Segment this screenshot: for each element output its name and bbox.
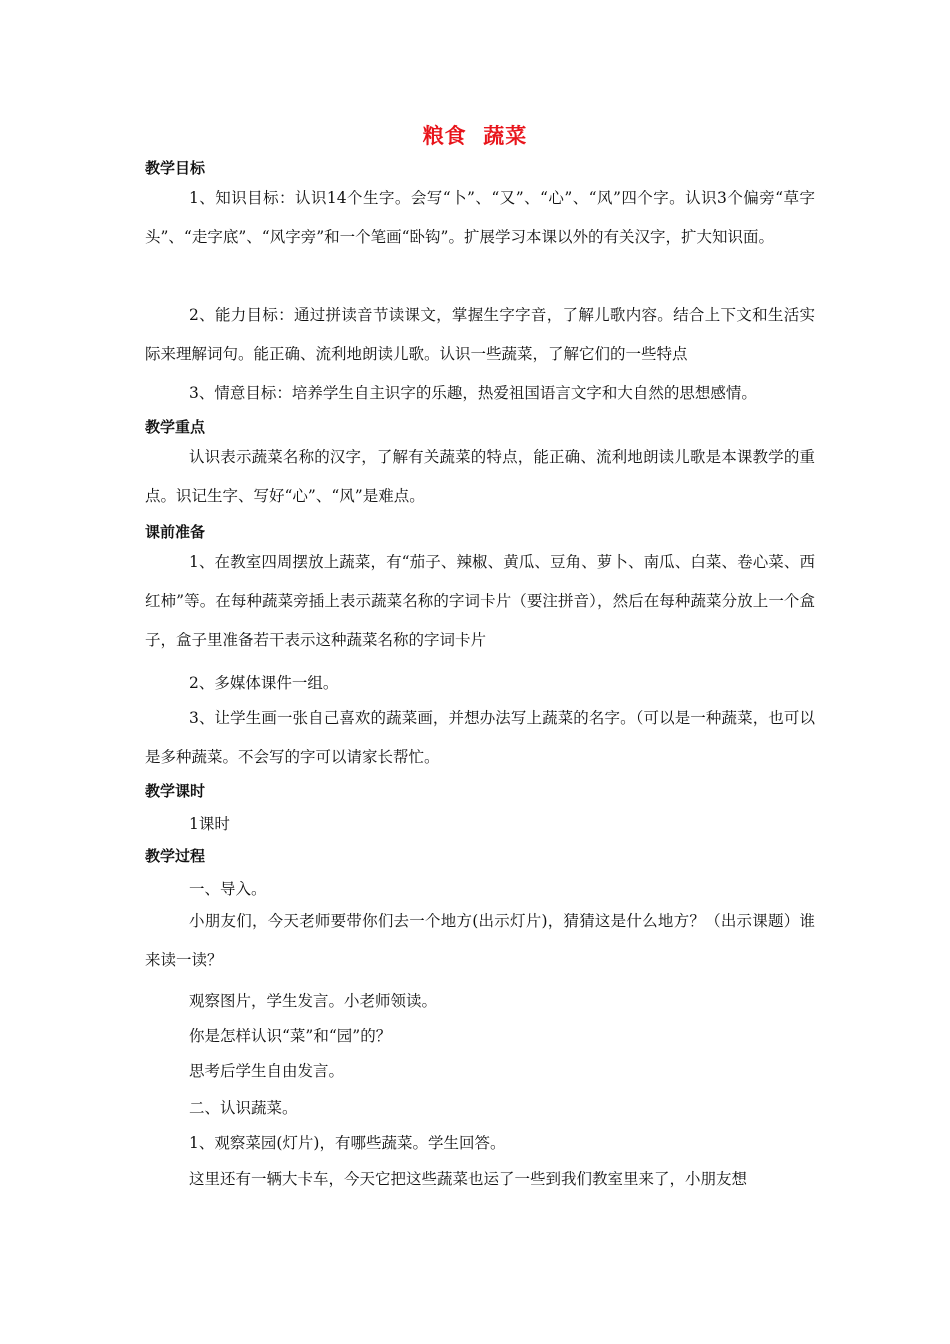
prep-item-1: 1、在教室四周摆放上蔬菜，有“茄子、辣椒、黄瓜、豆角、萝卜、南瓜、白菜、卷心菜、西红柿”等。在每种蔬菜旁插上表示蔬菜名称的字词卡片（要注拼音），然后在每种蔬菜分放上一个盒子，盒子里准备若干表示这种蔬菜名称的字词卡片: [145, 553, 815, 649]
prep-item-2: 2、多媒体课件一组。: [189, 674, 339, 692]
process-paragraph-4: 思考后学生自由发言。: [189, 1062, 345, 1080]
heading-preparation: 课前准备: [145, 523, 206, 541]
process-paragraph-5: 1、观察菜园(灯片)，有哪些蔬菜。学生回答。: [189, 1134, 506, 1152]
process-paragraph-3: 你是怎样认识“菜”和“园”的？: [189, 1027, 392, 1045]
heading-teaching-process: 教学过程: [145, 847, 206, 865]
focus-text: 认识表示蔬菜名称的汉字，了解有关蔬菜的特点，能正确、流利地朗读儿歌是本课教学的重点。识记生字、写好“心”、“风”是难点。: [145, 448, 815, 505]
heading-teaching-goals: 教学目标: [145, 159, 206, 177]
heading-class-hours: 教学课时: [145, 782, 206, 800]
process-paragraph-2: 观察图片，学生发言。小老师领读。: [189, 992, 438, 1010]
goal-emotion: 3、情意目标：培养学生自主识字的乐趣，热爱祖国语言文字和大自然的思想感情。: [189, 384, 757, 402]
class-hours-text: 1课时: [189, 815, 230, 833]
heading-teaching-focus: 教学重点: [145, 418, 206, 436]
process-paragraph-1: 小朋友们，今天老师要带你们去一个地方(出示灯片)，猜猜这是什么地方？（出示课题）谁来读一读？: [145, 912, 815, 969]
document-title: 粮食 蔬菜: [422, 124, 528, 148]
goal-ability: 2、能力目标：通过拼读音节读课文，掌握生字字音，了解儿歌内容。结合上下文和生活实际来理解词句。能正确、流利地朗读儿歌。认识一些蔬菜，了解它们的一些特点: [145, 306, 815, 363]
prep-item-3: 3、让学生画一张自己喜欢的蔬菜画，并想办法写上蔬菜的名字。（可以是一种蔬菜，也可以是多种蔬菜。不会写的字可以请家长帮忙。: [145, 709, 815, 766]
process-step-vegetables: 二、认识蔬菜。: [189, 1099, 298, 1117]
goal-knowledge: 1、知识目标：认识14个生字。会写“卜”、“又”、“心”、“风”四个字。认识3个偏旁“草字头”、“走字底”、“风字旁”和一个笔画“卧钩”。扩展学习本课以外的有关汉字，扩大知识面。: [145, 189, 815, 246]
process-paragraph-6: 这里还有一辆大卡车，今天它把这些蔬菜也运了一些到我们教室里来了，小朋友想: [189, 1170, 748, 1188]
process-step-intro: 一、导入。: [189, 880, 267, 898]
